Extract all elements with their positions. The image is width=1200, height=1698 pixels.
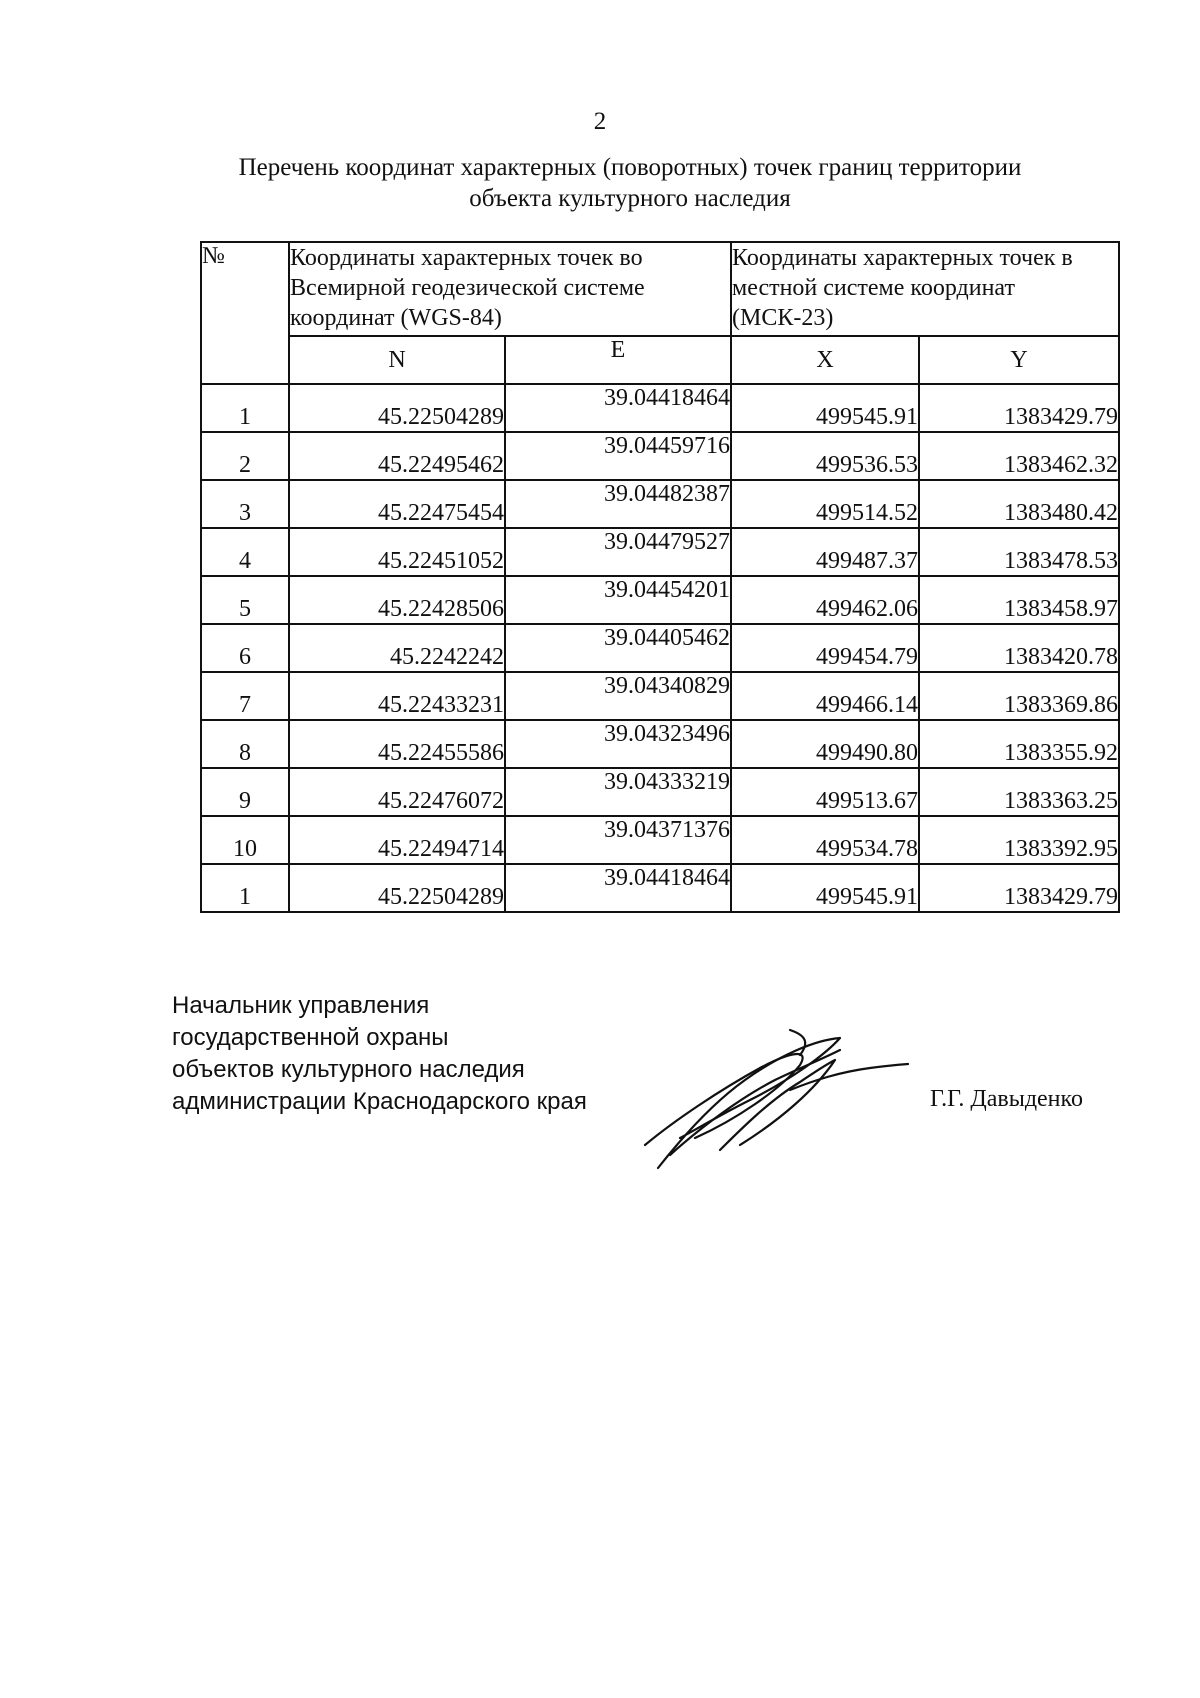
point-number-cell: 3 (201, 480, 289, 528)
x-coordinate-cell: 499514.52 (731, 480, 919, 528)
e-column-header: E (505, 336, 731, 384)
signer-position-line-4: администрации Краснодарского края (172, 1088, 587, 1115)
x-coordinate-cell: 499545.91 (731, 864, 919, 912)
y-coordinate-cell: 1383355.92 (919, 720, 1119, 768)
page-number: 2 (593, 108, 607, 135)
longitude-cell: 39.04333219 (505, 768, 731, 816)
y-coordinate-cell: 1383369.86 (919, 672, 1119, 720)
latitude-cell: 45.22475454 (289, 480, 505, 528)
table-row (201, 816, 1119, 864)
point-number-cell: 5 (201, 576, 289, 624)
longitude-cell: 39.04418464 (505, 864, 731, 912)
latitude-cell: 45.2242242 (289, 624, 505, 672)
point-number-cell: 2 (201, 432, 289, 480)
coordinates-table (200, 241, 1120, 913)
y-coordinate-cell: 1383458.97 (919, 576, 1119, 624)
longitude-cell: 39.04459716 (505, 432, 731, 480)
latitude-cell: 45.22504289 (289, 384, 505, 432)
longitude-cell: 39.04340829 (505, 672, 731, 720)
x-coordinate-cell: 499454.79 (731, 624, 919, 672)
latitude-cell: 45.22504289 (289, 864, 505, 912)
longitude-cell: 39.04479527 (505, 528, 731, 576)
y-coordinate-cell: 1383462.32 (919, 432, 1119, 480)
number-column-header: № (201, 242, 289, 384)
y-coordinate-cell: 1383420.78 (919, 624, 1119, 672)
latitude-cell: 45.22451052 (289, 528, 505, 576)
signature-block (172, 990, 587, 1118)
point-number-cell: 7 (201, 672, 289, 720)
table-row (201, 864, 1119, 912)
point-number-cell: 1 (201, 864, 289, 912)
point-number-cell: 6 (201, 624, 289, 672)
x-column-header: X (731, 336, 919, 384)
x-coordinate-cell: 499466.14 (731, 672, 919, 720)
table-row (201, 384, 1119, 432)
longitude-cell: 39.04418464 (505, 384, 731, 432)
n-column-header: N (289, 336, 505, 384)
signer-position-line-3: объектов культурного наследия (172, 1056, 525, 1083)
table-row (201, 768, 1119, 816)
point-number-cell: 8 (201, 720, 289, 768)
handwritten-signature (640, 1020, 910, 1170)
table-row (201, 576, 1119, 624)
latitude-cell: 45.22494714 (289, 816, 505, 864)
x-coordinate-cell: 499513.67 (731, 768, 919, 816)
point-number-cell: 1 (201, 384, 289, 432)
longitude-cell: 39.04323496 (505, 720, 731, 768)
table-row (201, 528, 1119, 576)
point-number-cell: 10 (201, 816, 289, 864)
x-coordinate-cell: 499462.06 (731, 576, 919, 624)
x-coordinate-cell: 499545.91 (731, 384, 919, 432)
y-coordinate-cell: 1383429.79 (919, 864, 1119, 912)
document-title (150, 152, 1110, 214)
msk23-group-header: Координаты характерных точек в местной системе координат (МСК-23) (731, 242, 1119, 336)
table-row (201, 624, 1119, 672)
y-coordinate-cell: 1383392.95 (919, 816, 1119, 864)
longitude-cell: 39.04371376 (505, 816, 731, 864)
table-row (201, 720, 1119, 768)
x-coordinate-cell: 499534.78 (731, 816, 919, 864)
title-line-2: объекта культурного наследия (469, 185, 791, 212)
wgs84-group-header: Координаты характерных точек во Всемирной геодезической системе координат (WGS-84) (289, 242, 731, 336)
y-coordinate-cell: 1383480.42 (919, 480, 1119, 528)
y-coordinate-cell: 1383429.79 (919, 384, 1119, 432)
signer-position-line-2: государственной охраны (172, 1024, 449, 1051)
table-row (201, 480, 1119, 528)
table-row (201, 672, 1119, 720)
latitude-cell: 45.22495462 (289, 432, 505, 480)
y-column-header: Y (919, 336, 1119, 384)
title-line-1: Перечень координат характерных (поворотных) точек границ территории (238, 154, 1022, 181)
latitude-cell: 45.22428506 (289, 576, 505, 624)
x-coordinate-cell: 499487.37 (731, 528, 919, 576)
y-coordinate-cell: 1383478.53 (919, 528, 1119, 576)
table-row (201, 432, 1119, 480)
signer-name: Г.Г. Давыденко (930, 1086, 1083, 1112)
point-number-cell: 4 (201, 528, 289, 576)
signer-position-line-1: Начальник управления (172, 992, 430, 1019)
latitude-cell: 45.22433231 (289, 672, 505, 720)
longitude-cell: 39.04482387 (505, 480, 731, 528)
x-coordinate-cell: 499490.80 (731, 720, 919, 768)
latitude-cell: 45.22476072 (289, 768, 505, 816)
longitude-cell: 39.04454201 (505, 576, 731, 624)
y-coordinate-cell: 1383363.25 (919, 768, 1119, 816)
latitude-cell: 45.22455586 (289, 720, 505, 768)
point-number-cell: 9 (201, 768, 289, 816)
coordinates-table-body (201, 384, 1119, 912)
longitude-cell: 39.04405462 (505, 624, 731, 672)
x-coordinate-cell: 499536.53 (731, 432, 919, 480)
